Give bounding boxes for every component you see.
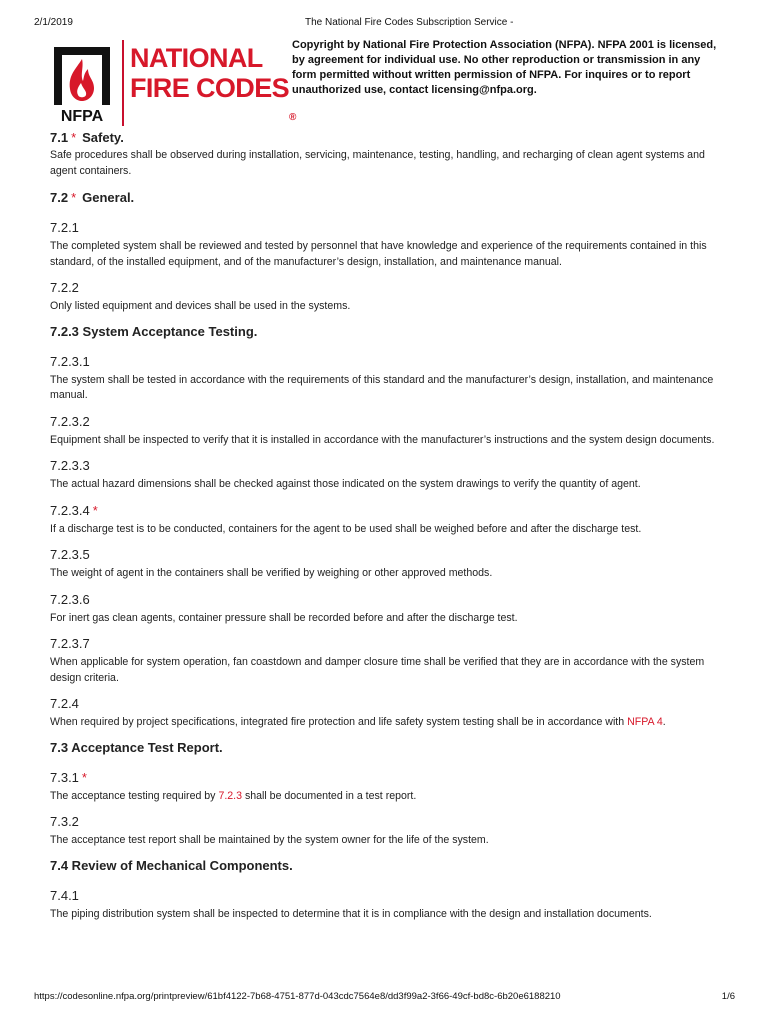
section-7-2-3-7 xyxy=(50,633,730,686)
section-7-3 xyxy=(50,738,730,758)
nfpa-flame-logo-icon xyxy=(50,43,114,123)
section-7-2-3-4 xyxy=(50,500,730,538)
section-7-2 xyxy=(50,188,730,208)
section-7-2-3-5 xyxy=(50,544,730,582)
section-text: The weight of agent in the containers shall be verified by weighing or other approved methods. xyxy=(50,567,493,579)
section-7-4 xyxy=(50,856,730,876)
section-text: If a discharge test is to be conducted, containers for the agent to be used shall be weighed before and after the discharge test. xyxy=(50,522,642,535)
logo-wordmark xyxy=(130,43,296,123)
section-text: The acceptance testing required by 7.2.3 shall be documented in a test report. xyxy=(50,789,417,802)
section-7-3-2 xyxy=(50,811,730,849)
copyright-notice: Copyright by National Fire Protection Association (NFPA). NFPA 2001 is licensed, by agreement for individual use. No other reproduction or transmission in any form permitted without written permission of NFPA. For inquires or to report unauthorized use, contact licensing@nfpa.org. xyxy=(292,39,717,96)
section-7-4-1 xyxy=(50,885,730,923)
section-7-3-1 xyxy=(50,767,730,805)
section-number: 7.2.3.1 xyxy=(50,353,90,369)
annex-star[interactable]: * xyxy=(71,190,77,205)
section-text: When applicable for system operation, fan coastdown and damper closure time shall be verified that they are in accordance with the system design criteria. xyxy=(50,656,705,684)
section-number: 7.2.1 xyxy=(50,220,79,235)
logo-divider xyxy=(122,40,124,126)
page-number: 1/6 xyxy=(721,991,735,1002)
annex-star[interactable]: * xyxy=(92,502,98,518)
section-number: 7.2.3.2 xyxy=(50,413,90,429)
section-text: Safe procedures shall be observed during installation, servicing, maintenance, testing, handling, and recharging of clean agent systems and agent containers. xyxy=(50,149,705,177)
section-number: 7.2.3.7 xyxy=(50,636,90,651)
section-text: The system shall be tested in accordance with the requirements of this standard and the manufacturer’s design, installation, and maintenance manual. xyxy=(50,373,714,401)
section-7-1 xyxy=(50,128,730,179)
section-number: 7.2.4 xyxy=(50,696,79,711)
section-text: Equipment shall be inspected to verify that it is installed in accordance with the manufacturer’s instructions and the system design documents. xyxy=(50,433,715,446)
section-7-2-3-1 xyxy=(50,351,730,404)
section-heading: 7.2.3 System Acceptance Testing. xyxy=(50,323,258,339)
document-body xyxy=(50,122,730,922)
section-number: 7.4.1 xyxy=(50,887,79,903)
logo-abbrev: NFPA xyxy=(60,108,104,123)
page-url: https://codesonline.nfpa.org/printpreview/61bf4122-7b68-4751-877d-043cdc7564e8/dd3f99a2-3f66-49cf-bd8c-6b20e6188210 xyxy=(34,991,561,1002)
section-number: 7.2.2 xyxy=(50,280,79,295)
section-text: The piping distribution system shall be inspected to determine that it is in compliance with the design and installation documents. xyxy=(50,907,652,920)
section-text: The completed system shall be reviewed and tested by personnel that have knowledge and experience of the requirements contained in this standard, of the installed equipment, and of the manufacturer’s design, installation, and maintenance manual. xyxy=(50,240,707,268)
section-title: General. xyxy=(82,190,135,205)
section-number: 7.2.3.3 xyxy=(50,458,90,473)
logo-name-line1: NATIONAL xyxy=(130,43,263,73)
section-7-2-4 xyxy=(50,693,730,731)
section-number: 7.2 xyxy=(50,190,69,205)
section-heading: 7.3 Acceptance Test Report. xyxy=(50,739,223,755)
section-7-2-3 xyxy=(50,322,730,342)
section-number: 7.2.3.4 xyxy=(50,502,90,518)
section-7-2-3-link[interactable]: 7.2.3 xyxy=(218,789,242,802)
section-7-2-3-2 xyxy=(50,411,730,449)
section-number: 7.2.3.6 xyxy=(50,591,90,607)
section-number: 7.3.2 xyxy=(50,814,79,829)
nfpa-4-link[interactable]: NFPA 4 xyxy=(627,716,663,728)
section-text: For inert gas clean agents, container pressure shall be recorded before and after the discharge test. xyxy=(50,611,518,624)
section-text: When required by project specifications, integrated fire protection and life safety system testing shall be in accordance with NFPA 4. xyxy=(50,716,666,728)
logo-name-line2: FIRE CODES xyxy=(130,73,290,103)
section-title: Safety. xyxy=(82,130,124,145)
section-text: The actual hazard dimensions shall be checked against those indicated on the system drawings to verify the quantity of agent. xyxy=(50,478,641,490)
section-7-2-3-3 xyxy=(50,455,730,493)
section-text: The acceptance test report shall be maintained by the system owner for the life of the system. xyxy=(50,834,489,846)
section-number: 7.2.3.5 xyxy=(50,547,90,562)
section-number: 7.1 xyxy=(50,130,69,145)
annex-star[interactable]: * xyxy=(71,130,77,145)
registered-mark: ® xyxy=(289,112,296,123)
section-7-2-1 xyxy=(50,217,730,270)
annex-star[interactable]: * xyxy=(81,769,87,785)
section-text: Only listed equipment and devices shall be used in the systems. xyxy=(50,300,351,312)
section-heading: 7.4 Review of Mechanical Components. xyxy=(50,857,293,873)
section-7-2-3-6 xyxy=(50,589,730,627)
section-7-2-2 xyxy=(50,277,730,315)
section-number: 7.3.1 xyxy=(50,769,79,785)
nfpa-logo xyxy=(50,40,296,130)
print-date: 2/1/2019 xyxy=(34,17,73,28)
print-title: The National Fire Codes Subscription Service - xyxy=(305,17,514,28)
